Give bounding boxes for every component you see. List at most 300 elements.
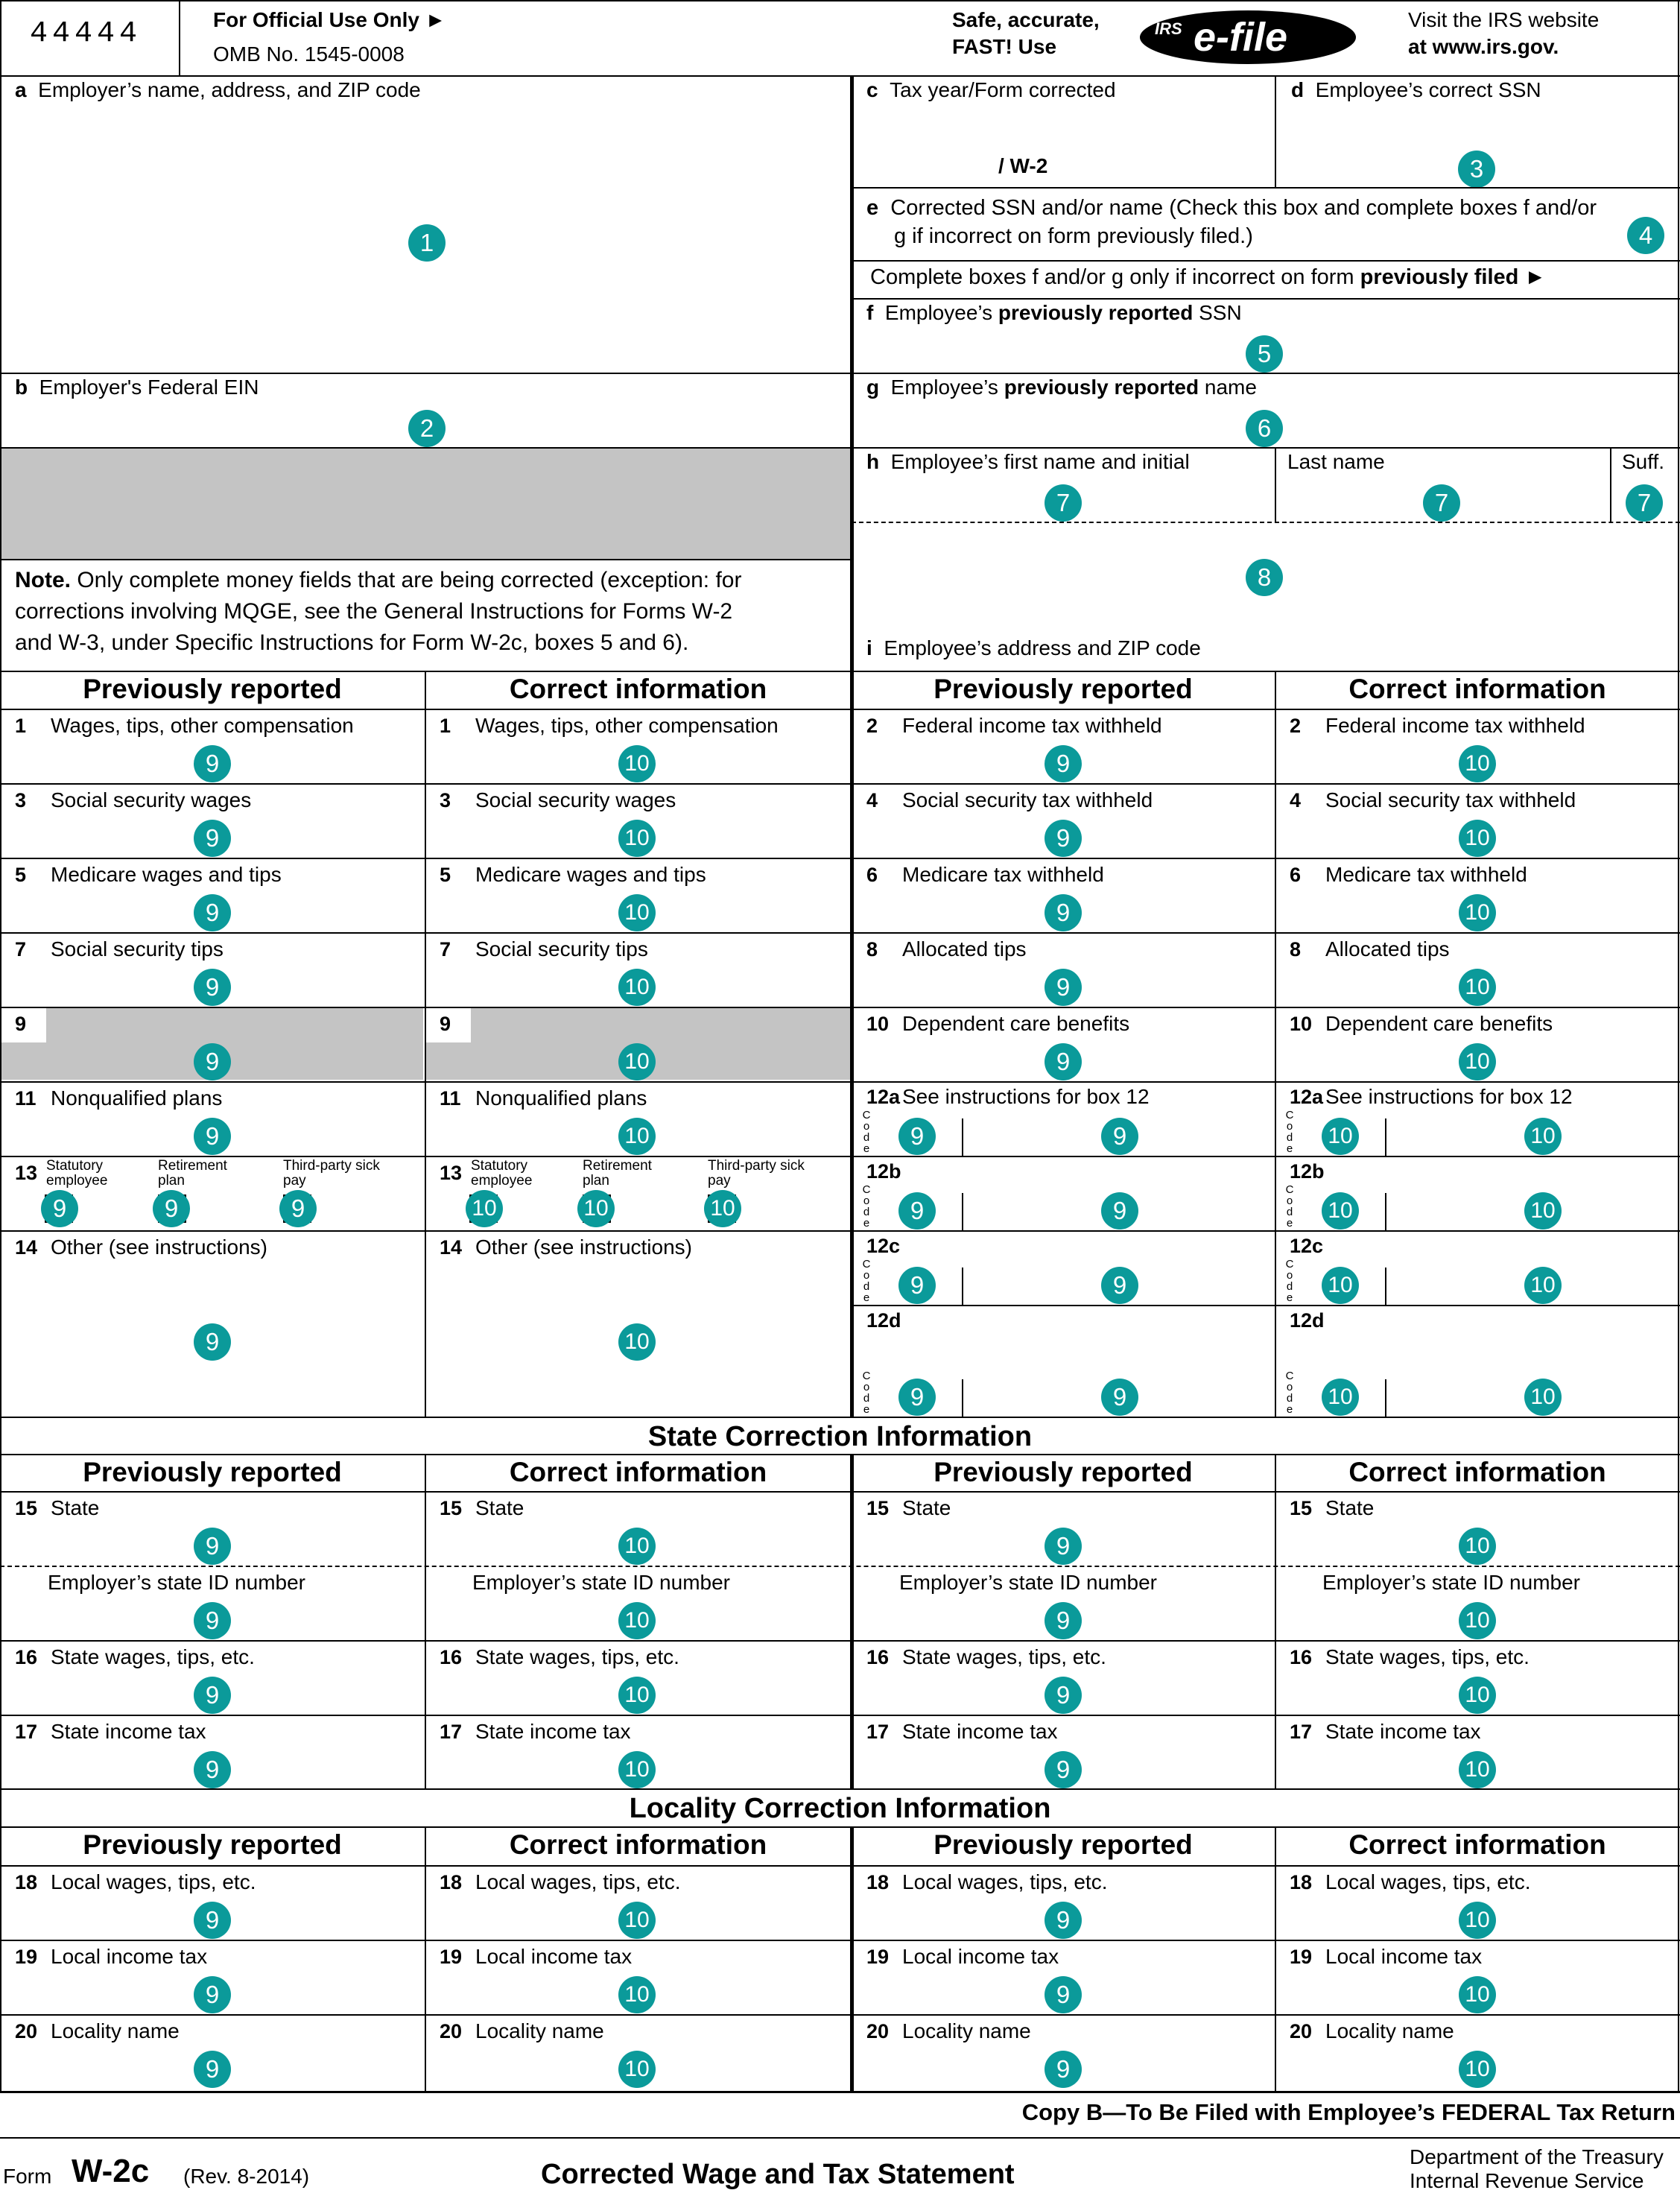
box-n5-prev-label-text: Medicare wages and tips — [51, 863, 282, 886]
h-dashed-line — [852, 522, 1680, 523]
box-d-letter: d — [1291, 78, 1305, 101]
note-line-1: Note. Only complete money fields that are being corrected (exception: for — [15, 568, 742, 592]
box-h-letter: h — [866, 450, 880, 473]
callout-box13-tp-1[interactable]: 10 — [704, 1190, 741, 1227]
state-n16-col-3-text: State wages, tips, etc. — [1325, 1645, 1530, 1668]
box-b-text: Employer's Federal EIN — [39, 376, 259, 399]
locality-n19-col-1-text: Local income tax — [475, 1945, 633, 1968]
box-n11-correct-label-text: Nonqualified plans — [475, 1086, 647, 1110]
box-f-label — [866, 302, 1242, 325]
footer-title: Corrected Wage and Tax Statement — [541, 2159, 1015, 2190]
box-n1-correct-label-text: Wages, tips, other compensation — [475, 714, 779, 737]
box-14-correct-label-text: Other (see instructions) — [475, 1235, 692, 1259]
callout-6: 6 — [1246, 410, 1283, 447]
box-b-letter: b — [15, 376, 28, 399]
box-f-bottom-line — [852, 373, 1680, 374]
state-n16-col-2-number: 16 — [866, 1646, 890, 1668]
federal-header-bottom — [0, 709, 1680, 710]
box-n12a-prev-label-number: 12a — [866, 1086, 901, 1108]
locality-n20-col-2 — [866, 2020, 1031, 2043]
callout-box-n12b-code-0[interactable]: 9 — [898, 1192, 936, 1230]
footer-top-line — [0, 2091, 1680, 2093]
locality-n18-col-2 — [866, 1871, 1107, 1894]
state-id-label-col-3: Employer’s state ID number — [1322, 1571, 1580, 1594]
box-n6-prev-label — [866, 864, 1104, 887]
callout-box-n12b-amount-1[interactable]: 10 — [1524, 1192, 1562, 1230]
box-n12b-prev-label-number: 12b — [866, 1160, 901, 1183]
federal-divider-2 — [850, 671, 854, 1417]
box-n12d-code-label-1: Code — [1285, 1370, 1294, 1416]
callout-state-n15-col-2[interactable]: 9 — [1045, 1528, 1082, 1565]
locality-col-header-0: Previously reported — [83, 1829, 342, 1860]
box-n12b-code-label-1: Code — [1285, 1183, 1294, 1230]
box-n4-prev-label — [866, 789, 1153, 812]
callout-box-n1-prev[interactable]: 9 — [194, 745, 231, 782]
box13-third-party-1: Third-party sick pay — [708, 1158, 805, 1189]
callout-4[interactable]: 4 — [1627, 217, 1664, 254]
box-c-letter: c — [866, 78, 878, 101]
note-bottom-line — [852, 298, 1680, 300]
locality-row-line-2 — [0, 2014, 1680, 2016]
callout-box-n12c-amount-1[interactable]: 10 — [1524, 1267, 1562, 1304]
locality-n18-col-3-number: 18 — [1290, 1871, 1313, 1893]
copy-b-bottom-line — [0, 2137, 1680, 2139]
callout-box-n7-correct[interactable]: 10 — [618, 969, 656, 1006]
locality-n20-col-1-text: Locality name — [475, 2019, 604, 2042]
box-i-letter: i — [866, 636, 872, 659]
callout-7-first: 7 — [1045, 484, 1082, 522]
callout-box-n2-correct[interactable]: 10 — [1459, 745, 1496, 782]
callout-box13-stat-0[interactable]: 9 — [41, 1190, 78, 1227]
federal-col-header-3: Correct information — [1348, 674, 1606, 704]
state-row-line-3 — [0, 1715, 1680, 1716]
locality-n20-col-2-text: Locality name — [902, 2019, 1031, 2042]
callout-box-n8-prev[interactable]: 9 — [1045, 969, 1082, 1006]
box-f-text: Employee’s previously reported SSN — [884, 301, 1242, 324]
box-g-text: Employee’s previously reported name — [890, 376, 1257, 399]
top-border — [0, 0, 1680, 1]
state-title-bottom — [0, 1454, 1680, 1455]
footer-dept-1: Department of the Treasury — [1410, 2145, 1664, 2168]
box9-shade-0 — [46, 1008, 423, 1042]
box-i-text: Employee’s address and ZIP code — [884, 636, 1201, 659]
callout-box-n12a-code-1[interactable]: 10 — [1322, 1118, 1359, 1155]
locality-n20-col-3-text: Locality name — [1325, 2019, 1454, 2042]
federal-col-header-0: Previously reported — [83, 674, 342, 704]
efile-line-1: Safe, accurate, — [952, 8, 1100, 31]
box-n1-correct-label — [440, 715, 779, 738]
callout-state-n15-col-0[interactable]: 9 — [194, 1528, 231, 1565]
locality-n19-col-2-number: 19 — [866, 1946, 890, 1968]
box-n12c-prev-label-number: 12c — [866, 1235, 901, 1257]
box-n5-prev-label-number: 5 — [15, 864, 27, 886]
visit-line-2: at www.irs.gov. — [1408, 35, 1559, 58]
box-n2-prev-label-text: Federal income tax withheld — [902, 714, 1162, 737]
box-n13-prev-label — [15, 1162, 51, 1185]
box-n10-prev-label-number: 10 — [866, 1013, 890, 1035]
state-n17-col-0 — [15, 1721, 206, 1744]
box-b-label — [15, 376, 259, 399]
box-n7-correct-label-text: Social security tips — [475, 937, 648, 961]
locality-section-title: Locality Correction Information — [629, 1793, 1051, 1824]
header-bottom-line — [0, 75, 1680, 77]
state-n16-col-2 — [866, 1646, 1106, 1669]
box-n12d-code-label-0: Code — [862, 1370, 871, 1416]
box-n12d-correct-label — [1290, 1309, 1325, 1332]
state-n17-col-3-text: State income tax — [1325, 1720, 1481, 1743]
callout-box-n4-prev[interactable]: 9 — [1045, 820, 1082, 857]
box-n12a-code-label-0: Code — [862, 1109, 871, 1155]
box-n2-prev-label-number: 2 — [866, 715, 878, 737]
locality-n20-col-3-number: 20 — [1290, 2020, 1313, 2042]
box-n11-prev-label — [15, 1087, 222, 1110]
box-e-label-1 — [866, 197, 1597, 221]
callout-box-n9-prev[interactable]: 9 — [194, 1043, 231, 1080]
callout-locality-n18-col-2[interactable]: 9 — [1045, 1902, 1082, 1939]
callout-box13-stat-1[interactable]: 10 — [466, 1190, 503, 1227]
state-n15-col-0-text: State — [51, 1496, 100, 1519]
state-section-bottom — [0, 1788, 1680, 1790]
box-a-label — [15, 79, 421, 102]
efile-line-2: FAST! Use — [952, 35, 1057, 58]
h-divider-1 — [1275, 447, 1276, 522]
locality-n20-col-0 — [15, 2020, 180, 2043]
callout-locality-n19-col-1[interactable]: 10 — [618, 1976, 656, 2013]
box-n10-correct-label — [1290, 1013, 1553, 1036]
callout-state-n16-col-3[interactable]: 10 — [1459, 1677, 1496, 1714]
box-n12a-code-divider-1 — [1385, 1118, 1386, 1156]
locality-n19-col-2-text: Local income tax — [902, 1945, 1059, 1968]
callout-locality-n18-col-1[interactable]: 10 — [618, 1902, 656, 1939]
callout-state-n15-col-3[interactable]: 10 — [1459, 1528, 1496, 1565]
box-14-correct-label — [440, 1236, 692, 1259]
callout-locality-n20-col-0[interactable]: 9 — [194, 2051, 231, 2088]
callout-state-n17-col-0[interactable]: 9 — [194, 1751, 231, 1788]
callout-state-n16-col-0[interactable]: 9 — [194, 1677, 231, 1714]
state-n17-col-3-number: 17 — [1290, 1721, 1313, 1743]
state-id-label-col-2: Employer’s state ID number — [899, 1571, 1157, 1594]
box-n12b-prev-label — [866, 1160, 902, 1183]
callout-3: 3 — [1458, 151, 1495, 188]
callout-8: 8 — [1246, 559, 1283, 596]
callout-box-n12c-code-0[interactable]: 9 — [898, 1267, 936, 1304]
locality-n20-col-2-number: 20 — [866, 2020, 890, 2042]
state-n16-col-1-text: State wages, tips, etc. — [475, 1645, 679, 1668]
box-a-bottom-line — [0, 373, 852, 374]
box-n9-correct-label-number: 9 — [440, 1013, 451, 1035]
federal-col-header-2: Previously reported — [933, 674, 1193, 704]
state-n16-col-0-number: 16 — [15, 1646, 38, 1668]
federal-row-line-3 — [0, 932, 1680, 934]
locality-n20-col-1-number: 20 — [440, 2020, 463, 2042]
locality-row-line-1 — [0, 1940, 1680, 1941]
box-n10-correct-label-text: Dependent care benefits — [1325, 1012, 1553, 1035]
visit-line-1: Visit the IRS website — [1408, 8, 1600, 31]
callout-box-n12c-amount-0[interactable]: 9 — [1101, 1267, 1138, 1304]
box-n1-prev-label — [15, 715, 354, 738]
locality-n18-col-0-number: 18 — [15, 1871, 38, 1893]
locality-n19-col-0 — [15, 1946, 207, 1969]
callout-box-14-prev[interactable]: 9 — [194, 1323, 231, 1361]
federal-row-line-7 — [0, 1230, 1680, 1232]
callout-5: 5 — [1246, 335, 1283, 373]
box-14-prev-label — [15, 1236, 267, 1259]
state-n15-col-2-text: State — [902, 1496, 951, 1519]
locality-col-header-3: Correct information — [1348, 1829, 1606, 1860]
box-n12a-correct-label — [1290, 1086, 1573, 1109]
box-n8-correct-label-number: 8 — [1290, 938, 1302, 961]
state-n15-col-0 — [15, 1497, 99, 1520]
callout-locality-n20-col-1[interactable]: 10 — [618, 2051, 656, 2088]
box-n12c-code-label-1: Code — [1285, 1258, 1294, 1304]
box-n12b-code-label-0: Code — [862, 1183, 871, 1230]
state-n17-col-3 — [1290, 1721, 1481, 1744]
state-n17-col-1-number: 17 — [440, 1721, 463, 1743]
locality-n19-col-0-number: 19 — [15, 1946, 38, 1968]
box-n4-correct-label-text: Social security tax withheld — [1325, 788, 1576, 811]
box-n12c-correct-label-number: 12c — [1290, 1235, 1324, 1257]
callout-box-n12d-amount-0[interactable]: 9 — [1101, 1379, 1138, 1416]
box-n13-correct-label — [440, 1162, 475, 1185]
box-14-prev-label-number: 14 — [15, 1236, 38, 1259]
box-n7-correct-label — [440, 938, 648, 961]
state-n16-col-3 — [1290, 1646, 1530, 1669]
box-n6-prev-label-text: Medicare tax withheld — [902, 863, 1104, 886]
box-e-text-1: Corrected SSN and/or name (Check this box and complete boxes f and/or — [890, 196, 1597, 220]
locality-n20-col-1 — [440, 2020, 604, 2043]
callout-box-n12c-code-1[interactable]: 10 — [1322, 1267, 1359, 1304]
callout-box-n12b-amount-0[interactable]: 9 — [1101, 1192, 1138, 1230]
box-n3-correct-label-text: Social security wages — [475, 788, 676, 811]
state-divider-1 — [425, 1454, 426, 1788]
footer-revision: (Rev. 8-2014) — [183, 2165, 310, 2188]
callout-box-n10-correct[interactable]: 10 — [1459, 1043, 1496, 1080]
box-n12d-code-divider-1 — [1385, 1379, 1386, 1417]
locality-n19-col-3-number: 19 — [1290, 1946, 1313, 1968]
box13-retirement-0: Retirement plan — [158, 1158, 227, 1189]
suffix-label: Suff. — [1622, 450, 1665, 473]
federal-row-line-12c — [852, 1305, 1680, 1306]
state-n16-col-1 — [440, 1646, 679, 1669]
state-n15-col-3-text: State — [1325, 1496, 1375, 1519]
box-n2-correct-label-text: Federal income tax withheld — [1325, 714, 1585, 737]
callout-box-n12d-code-0[interactable]: 9 — [898, 1379, 936, 1416]
box13-third-party-0: Third-party sick pay — [283, 1158, 380, 1189]
box-n2-prev-label — [866, 715, 1162, 738]
omb-number: OMB No. 1545-0008 — [213, 42, 405, 66]
top-section-bottom-line — [0, 671, 1680, 672]
form-code: 44444 — [30, 17, 142, 51]
state-divider-3 — [1275, 1454, 1276, 1788]
box-n10-prev-label — [866, 1013, 1129, 1036]
callout-box-n6-prev[interactable]: 9 — [1045, 894, 1082, 931]
box-n13-prev-label-number: 13 — [15, 1162, 38, 1184]
locality-header-bottom — [0, 1865, 1680, 1867]
callout-box-n7-prev[interactable]: 9 — [194, 969, 231, 1006]
callout-7-last: 7 — [1423, 484, 1460, 522]
callout-box-n8-correct[interactable]: 10 — [1459, 969, 1496, 1006]
box-n11-prev-label-number: 11 — [15, 1087, 37, 1110]
shaded-block-top — [1, 449, 850, 559]
callout-box-n10-prev[interactable]: 9 — [1045, 1043, 1082, 1080]
callout-box-n12d-amount-1[interactable]: 10 — [1524, 1379, 1562, 1416]
callout-state-n17-col-3[interactable]: 10 — [1459, 1751, 1496, 1788]
box-n5-correct-label — [440, 864, 706, 887]
callout-state-id-col-3[interactable]: 10 — [1459, 1602, 1496, 1639]
box-i-label — [866, 637, 1201, 660]
callout-box-n4-correct[interactable]: 10 — [1459, 820, 1496, 857]
box-f-letter: f — [866, 301, 874, 324]
callout-box-n12d-code-1[interactable]: 10 — [1322, 1379, 1359, 1416]
box-n6-correct-label-number: 6 — [1290, 864, 1302, 886]
box-e-bottom-line — [852, 260, 1680, 262]
federal-row-line-6 — [0, 1156, 1680, 1157]
callout-state-id-col-2[interactable]: 9 — [1045, 1602, 1082, 1639]
callout-7-suffix: 7 — [1626, 484, 1663, 522]
box13-statutory-0: Statutory employee — [46, 1158, 108, 1189]
box-c-label — [866, 79, 1116, 102]
form-code-divider — [179, 0, 180, 75]
state-col-header-2: Previously reported — [933, 1457, 1193, 1487]
box-n12c-correct-label — [1290, 1235, 1325, 1258]
box-h-label — [866, 451, 1190, 474]
state-id-label-col-0: Employer’s state ID number — [48, 1571, 305, 1594]
callout-locality-n19-col-0[interactable]: 9 — [194, 1976, 231, 2013]
callout-state-n17-col-1[interactable]: 10 — [618, 1751, 656, 1788]
callout-locality-n18-col-0[interactable]: 9 — [194, 1902, 231, 1939]
callout-box13-ret-1[interactable]: 10 — [577, 1190, 615, 1227]
box-n11-prev-label-text: Nonqualified plans — [51, 1086, 223, 1110]
callout-box13-ret-0[interactable]: 9 — [153, 1190, 190, 1227]
box-n7-prev-label-text: Social security tips — [51, 937, 224, 961]
box-n5-prev-label — [15, 864, 282, 887]
box-n5-correct-label-number: 5 — [440, 864, 451, 886]
locality-n19-col-3-text: Local income tax — [1325, 1945, 1483, 1968]
state-col-header-0: Previously reported — [83, 1457, 342, 1487]
footer-form-name: W-2c — [72, 2153, 150, 2189]
callout-state-id-col-0[interactable]: 9 — [194, 1602, 231, 1639]
callout-locality-n18-col-3[interactable]: 10 — [1459, 1902, 1496, 1939]
state-n17-col-2-text: State income tax — [902, 1720, 1058, 1743]
callout-box-14-correct[interactable]: 10 — [618, 1323, 656, 1361]
box-n10-prev-label-text: Dependent care benefits — [902, 1012, 1130, 1035]
box-n1-prev-label-text: Wages, tips, other compensation — [51, 714, 354, 737]
state-n15-col-3-number: 15 — [1290, 1497, 1313, 1519]
box-n4-prev-label-number: 4 — [866, 789, 878, 811]
box-n8-prev-label-number: 8 — [866, 938, 878, 961]
box-a-letter: a — [15, 78, 27, 101]
state-n17-col-0-text: State income tax — [51, 1720, 206, 1743]
locality-n19-col-2 — [866, 1946, 1059, 1969]
callout-box-n3-prev[interactable]: 9 — [194, 820, 231, 857]
state-n16-col-3-number: 16 — [1290, 1646, 1313, 1668]
box-g-label — [866, 376, 1257, 399]
callout-state-n16-col-1[interactable]: 10 — [618, 1677, 656, 1714]
federal-divider-3 — [1275, 671, 1276, 1417]
box-n12c-code-divider-1 — [1385, 1268, 1386, 1305]
callout-state-n16-col-2[interactable]: 9 — [1045, 1677, 1082, 1714]
callout-locality-n20-col-2[interactable]: 9 — [1045, 2051, 1082, 2088]
state-n15-col-1-text: State — [475, 1496, 524, 1519]
callout-box-n12a-amount-1[interactable]: 10 — [1524, 1118, 1562, 1155]
box-n10-correct-label-number: 10 — [1290, 1013, 1313, 1035]
box-n12b-code-divider-1 — [1385, 1193, 1386, 1230]
callout-box-n11-correct[interactable]: 10 — [618, 1118, 656, 1155]
locality-divider-1 — [425, 1826, 426, 2091]
callout-box13-tp-0[interactable]: 9 — [279, 1190, 317, 1227]
callout-locality-n20-col-3[interactable]: 10 — [1459, 2051, 1496, 2088]
callout-box-n6-correct[interactable]: 10 — [1459, 894, 1496, 931]
box-n3-correct-label — [440, 789, 676, 812]
box-n12a-prev-label-text: See instructions for box 12 — [902, 1085, 1150, 1108]
box-n3-prev-label-number: 3 — [15, 789, 27, 811]
box-n7-correct-label-number: 7 — [440, 938, 451, 961]
box-n9-prev-label — [15, 1013, 51, 1036]
callout-box-n3-correct[interactable]: 10 — [618, 820, 656, 857]
callout-box-n5-prev[interactable]: 9 — [194, 894, 231, 931]
callout-state-n17-col-2[interactable]: 9 — [1045, 1751, 1082, 1788]
callout-locality-n19-col-2[interactable]: 9 — [1045, 1976, 1082, 2013]
callout-box-n9-correct[interactable]: 10 — [618, 1043, 656, 1080]
callout-box-n2-prev[interactable]: 9 — [1045, 745, 1082, 782]
callout-box-n12a-amount-0[interactable]: 9 — [1101, 1118, 1138, 1155]
state-n17-col-1 — [440, 1721, 631, 1744]
box-n8-correct-label-text: Allocated tips — [1325, 937, 1450, 961]
box-n2-correct-label — [1290, 715, 1585, 738]
box-n6-correct-label — [1290, 864, 1527, 887]
state-n17-col-0-number: 17 — [15, 1721, 38, 1743]
shade-bottom-line — [0, 559, 852, 560]
box-c-text: Tax year/Form corrected — [890, 78, 1116, 101]
note-line-2: corrections involving MQGE, see the General Instructions for Forms W-2 — [15, 599, 733, 624]
callout-box-n5-correct[interactable]: 10 — [618, 894, 656, 931]
locality-n20-col-0-text: Locality name — [51, 2019, 180, 2042]
box-n6-correct-label-text: Medicare tax withheld — [1325, 863, 1527, 886]
callout-locality-n19-col-3[interactable]: 10 — [1459, 1976, 1496, 2013]
box-n12a-code-label-1: Code — [1285, 1109, 1294, 1155]
locality-title-bottom — [0, 1826, 1680, 1828]
box-n12d-correct-label-number: 12d — [1290, 1309, 1325, 1332]
callout-box-n12b-code-1[interactable]: 10 — [1322, 1192, 1359, 1230]
state-n15-col-0-number: 15 — [15, 1497, 38, 1519]
locality-n20-col-3 — [1290, 2020, 1454, 2043]
federal-row-line-2 — [0, 858, 1680, 859]
box-14-prev-label-text: Other (see instructions) — [51, 1235, 267, 1259]
box-g-letter: g — [866, 376, 880, 399]
footer-form-word: Form — [3, 2165, 52, 2188]
complete-fg-note: Complete boxes f and/or g only if incorrect on form previously filed ► — [870, 265, 1547, 289]
callout-box-n12a-code-0[interactable]: 9 — [898, 1118, 936, 1155]
box-c-form: / W-2 — [998, 154, 1048, 177]
state-section-title: State Correction Information — [647, 1421, 1033, 1452]
state-n16-col-1-number: 16 — [440, 1646, 463, 1668]
state-row-line-2 — [0, 1640, 1680, 1642]
callout-state-id-col-1[interactable]: 10 — [618, 1602, 656, 1639]
locality-n18-col-0 — [15, 1871, 256, 1894]
locality-n19-col-1 — [440, 1946, 632, 1969]
callout-box-n11-prev[interactable]: 9 — [194, 1118, 231, 1155]
box-n12d-prev-label — [866, 1309, 902, 1332]
box-n12b-correct-label — [1290, 1160, 1325, 1183]
locality-n19-col-0-text: Local income tax — [51, 1945, 208, 1968]
box-n13-correct-label-number: 13 — [440, 1162, 463, 1184]
right-border — [1678, 0, 1679, 2092]
box-n4-prev-label-text: Social security tax withheld — [902, 788, 1153, 811]
box-n9-correct-label — [440, 1013, 475, 1036]
callout-state-n15-col-1[interactable]: 10 — [618, 1528, 656, 1565]
box-n12c-code-label-0: Code — [862, 1258, 871, 1304]
callout-box-n1-correct[interactable]: 10 — [618, 745, 656, 782]
